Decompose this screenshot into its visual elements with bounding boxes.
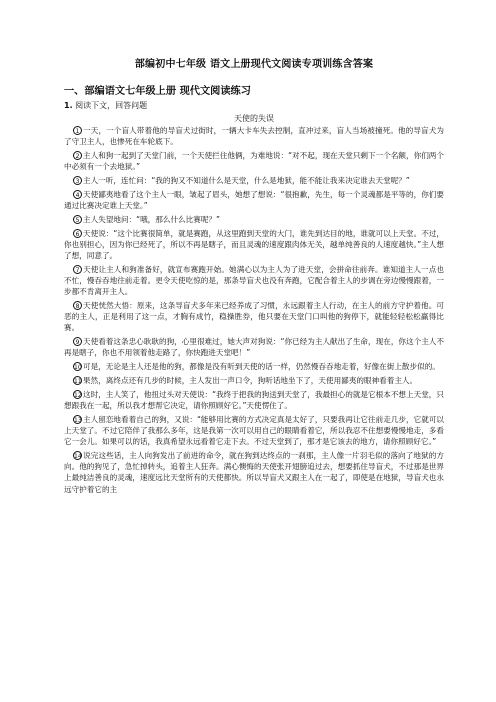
paragraph-number-circle: 5 bbox=[73, 215, 82, 224]
story-body bbox=[64, 125, 444, 495]
document-title: 部编初中七年级 语文上册现代文阅读专项训练含答案 bbox=[134, 59, 374, 70]
paragraph-text: 天使鄙夷地看了这个主人一眼，皱起了眉头，她想了想说：“很抱歉，先生，每一个灵魂都是平等的，你们要通过比赛决定谁上天堂。” bbox=[64, 189, 444, 210]
paragraph-text: 一天，一个盲人带着他的导盲犬过街时，一辆大卡车失去控制，直冲过来，盲人当场被撞死。他的导盲犬为了守卫主人，也惨死在车轮底下。 bbox=[64, 126, 444, 147]
paragraph-number-circle: 6 bbox=[73, 229, 82, 238]
paragraph-number-circle: 7 bbox=[73, 265, 82, 274]
paragraph-text: 主人失望地问：“哦，那么什么比赛呢？” bbox=[83, 214, 220, 224]
story-paragraph bbox=[64, 125, 444, 147]
paragraph-text: 说完这些话，主人向狗发出了前进的命令，就在狗到达终点的一刹那，主人像一片羽毛似的落向了地狱的方向。他的狗见了，急忙掉转头，追着主人狂奔。满心懊悔的天使张开翅膀追过去，想要抓住导盲犬，不过那是世界上最纯洁善良的灵魂，速度远比天堂所有的天使都快。所以导盲犬又跟主人在一起了，即使是在地狱，导盲犬也永远守护着它的主 bbox=[64, 451, 444, 494]
story-paragraph bbox=[64, 336, 444, 358]
question-text: 阅读下文，回答问题 bbox=[75, 101, 148, 110]
question-prompt bbox=[64, 100, 444, 111]
section-heading: 一、部编语文七年级上册 现代文阅读练习 bbox=[64, 86, 251, 97]
story-paragraph bbox=[64, 175, 444, 186]
story-paragraph bbox=[64, 300, 444, 334]
paragraph-text: 可是，无论是主人还是他的狗，都像是没有听到天使的话一样，仍然慢吞吞地走着，好像在街上散步似的。 bbox=[83, 362, 440, 372]
story-paragraph bbox=[64, 214, 444, 225]
paragraph-text: 天使说：“这个比赛很简单，就是赛跑，从这里跑到天堂的大门，谁先到达目的地，谁就可以上天堂。不过，你也别担心，因为你已经死了，所以不再是瞎子，而且灵魂的速度跟肉体无关，越单纯善良的人速度越快。”主人想了想，同意了。 bbox=[64, 228, 444, 260]
paragraph-text: 主人留恋地看着自己的狗，又说：“能够用比赛的方式决定真是太好了，只要我再让它往前走几步，它就可以上天堂了。不过它陪伴了我那么多年，这是我第一次可以用自己的眼睛看着它，所以我忍不住想要慢慢地走，多看它一会儿。如果可以的话，我真希望永远看着它走下去。不过天堂到了，那才是它该去的地方，请你照顾好它。” bbox=[64, 414, 444, 447]
story-paragraph bbox=[64, 228, 444, 262]
story-paragraph bbox=[64, 189, 444, 211]
story-paragraph bbox=[64, 264, 444, 298]
paragraph-number-circle: 13 bbox=[74, 416, 82, 424]
paragraph-text: 天使恍然大悟：原来，这条导盲犬多年来已经养成了习惯，永远跟着主人行动，在主人的前方守护着他。可恶的主人，正是利用了这一点，才胸有成竹，稳操胜券，他只要在天堂门口叫他的狗停下，就能轻轻松松赢得比赛。 bbox=[64, 301, 444, 333]
paragraph-number-circle: 3 bbox=[73, 176, 82, 185]
paragraph-number-circle: 9 bbox=[73, 337, 82, 346]
question-number: 1. bbox=[64, 101, 73, 110]
story-paragraph bbox=[64, 361, 444, 372]
story-paragraph bbox=[64, 150, 444, 172]
paragraph-number-circle: 2 bbox=[73, 151, 82, 160]
story-paragraph bbox=[64, 450, 444, 495]
paragraph-number-circle: 4 bbox=[73, 190, 82, 199]
paragraph-text: 主人一听，连忙问：“我的狗又不知道什么是天堂，什么是地狱，能不能让我来决定谁去天堂呢？” bbox=[83, 176, 410, 185]
paragraph-text: 天使看着这条忠心耿耿的狗，心里很难过，她大声对狗说：“你已经为主人献出了生命，现在，你这个主人不再是瞎子，你也不用领着他走路了，你快跑进天堂吧！” bbox=[64, 337, 444, 358]
story-title: 天使的失误 bbox=[234, 114, 274, 123]
paragraph-number-circle: 14 bbox=[74, 453, 82, 460]
paragraph-text: 果然，离终点还有几步的时候，主人发出一声口令，狗听话地坐下了，天使用鄙夷的眼神看着主人。 bbox=[83, 376, 418, 385]
story-paragraph bbox=[64, 375, 444, 386]
story-paragraph bbox=[64, 389, 444, 411]
paragraph-number-circle: 11 bbox=[74, 378, 82, 385]
paragraph-number-circle: 1 bbox=[73, 126, 82, 135]
paragraph-text: 主人和狗一起到了天堂门前，一个天使拦住他俩，为难地说：“对不起，现在天堂只剩下一个名额，你们两个中必须有一个去地狱。” bbox=[64, 151, 444, 172]
paragraph-number-circle: 12 bbox=[74, 391, 82, 399]
paragraph-number-circle: 8 bbox=[73, 301, 82, 310]
story-paragraph bbox=[64, 414, 444, 448]
paragraph-text: 天使让主人和狗准备好，就宣布赛跑开始。她满心以为主人为了进天堂，会拼命往前奔。谁知道主人一点也不忙，慢吞吞地往前走着。更令天使吃惊的是，那条导盲犬也没有奔跑，它配合着主人的步调在旁边慢慢跟着，一步都不肯离开主人。 bbox=[64, 264, 444, 297]
paragraph-number-circle: 10 bbox=[74, 364, 82, 372]
paragraph-text: 这时，主人笑了，他扭过头对天使说：“我终于把我的狗送到天堂了，我最担心的就是它根本不想上天堂，只想跟我在一起，所以我才想帮它决定，请你照顾好它。”天使愣住了。 bbox=[64, 389, 444, 410]
